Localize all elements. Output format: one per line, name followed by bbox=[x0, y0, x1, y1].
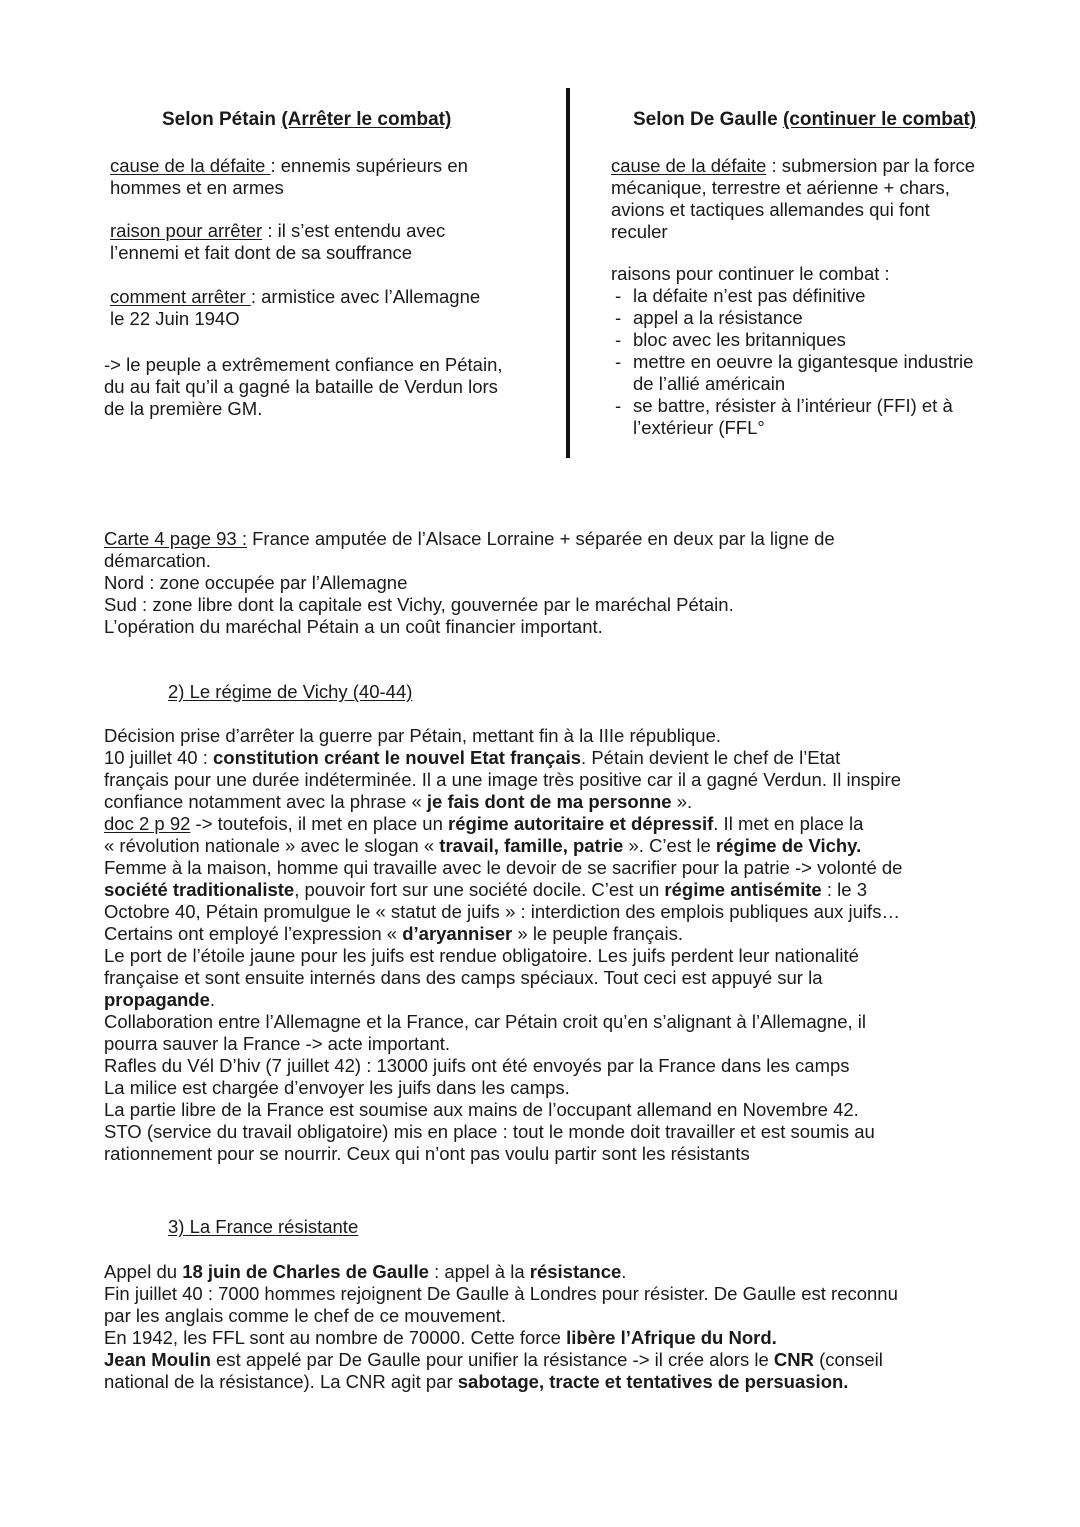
list-item-continuation: de l’allié américain bbox=[633, 373, 786, 394]
raisons-title: raisons pour continuer le combat : bbox=[611, 263, 890, 284]
left-raison-label: raison pour arrêter bbox=[110, 220, 263, 241]
section-2-heading: 2) Le régime de Vichy (40-44) bbox=[168, 681, 413, 702]
left-comment-label: comment arrêter bbox=[110, 286, 251, 307]
list-item: - appel a la résistance bbox=[611, 307, 973, 329]
left-raison-block: raison pour arrêter : il s’est entendu avec l’ennemi et fait dont de sa souffrance bbox=[110, 220, 446, 263]
list-item: - mettre en oeuvre la gigantesque industrie bbox=[611, 351, 973, 373]
carte-label: Carte 4 page 93 : bbox=[104, 528, 247, 549]
left-cause-block: cause de la défaite : ennemis supérieurs en hommes et en armes bbox=[110, 155, 468, 198]
section-2-body: Décision prise d’arrêter la guerre par Pétain, mettant fin à la IIIe république. 10 juillet 40 : constitution créant le nouvel Etat français. Pétain devient le chef de l’Etat français pour une durée indéterminée. Il a une image très positive car il a gagné Verdun. Il inspire confiance notamment avec la phrase « je fais dont de ma personne ». doc 2 p 92 -> toutefois, il met en place un régime autoritaire et dépressif. Il met en place la « révolution nationale » avec le slogan « travail, famille, patrie ». C’est le régime de Vichy. Femme à la maison, homme qui travaille avec le devoir de se sacrifier pour la patrie -> volonté de société traditionaliste, pouvoir fort sur une société docile. C’est un régime antisémite : le 3 Octobre 40, Pétain promulgue le « statut de juifs » : interdiction des emplois publiques aux juifs… Certains ont employé l’expression « d’aryanniser » le peuple français. Le port de l’étoile jaune pour les juifs est rendue obligatoire. Les juifs perdent leur nationalité française et sont ensuite internés dans des camps spéciaux. Tout ceci est appuyé sur la propagande. Collaboration entre l’Allemagne et la France, car Pétain croit qu’en s’alignant à l’Allemagne, il pourra sauver la France -> acte important. Rafles du Vél D’hiv (7 juillet 42) : 13000 juifs ont été envoyés par la France dans les camps La milice est chargée d’envoyer les juifs dans les camps. La partie libre de la France est soumise aux mains de l’occupant allemand en Novembre 42. STO (service du travail obligatoire) mis en place : tout le monde doit travailler et est soumis au rationnement pour se nourrir. Ceux qui n’ont pas voulu partir sont les résistants bbox=[104, 725, 903, 1164]
section-3-body: Appel du 18 juin de Charles de Gaulle : appel à la résistance. Fin juillet 40 : 7000 hommes rejoignent De Gaulle à Londres pour résister. De Gaulle est reconnu par les anglais comme le chef de ce mouvement. En 1942, les FFL sont au nombre de 70000. Cette force libère l’Afrique du Nord. Jean Moulin est appelé par De Gaulle pour unifier la résistance -> il crée alors le CNR (conseil national de la résistance). La CNR agit par sabotage, tracte et tentatives de persuasion. bbox=[104, 1261, 898, 1392]
list-item: - se battre, résister à l’intérieur (FFI) et à bbox=[611, 395, 973, 417]
list-item-continuation: l’extérieur (FFL° bbox=[633, 417, 765, 438]
list-item: - bloc avec les britanniques bbox=[611, 329, 973, 351]
doc-reference: doc 2 p 92 bbox=[104, 813, 191, 834]
left-cause-label: cause de la défaite bbox=[110, 155, 271, 176]
carte-paragraph: Carte 4 page 93 : France amputée de l’Alsace Lorraine + séparée en deux par la ligne de démarcation. Nord : zone occupée par l’Allemagne Sud : zone libre dont la capitale est Vichy, gouvernée par le maréchal Pétain. L’opération du maréchal Pétain a un coût financier important. bbox=[104, 528, 835, 637]
right-cause-block: cause de la défaite : submersion par la force mécanique, terrestre et aérienne + chars, avions et tactiques allemandes qui font reculer bbox=[611, 155, 976, 242]
left-comment-block: comment arrêter : armistice avec l’Allemagne le 22 Juin 194O bbox=[110, 286, 481, 329]
right-raisons-block bbox=[611, 263, 973, 439]
list-item: - la défaite n’est pas définitive bbox=[611, 285, 973, 307]
left-column-heading: Selon Pétain (Arrêter le combat) bbox=[162, 109, 452, 130]
section-3-heading: 3) La France résistante bbox=[168, 1216, 359, 1237]
right-cause-label: cause de la défaite bbox=[611, 155, 767, 176]
right-column-heading: Selon De Gaulle (continuer le combat) bbox=[633, 109, 977, 130]
column-divider bbox=[566, 88, 570, 458]
left-conclusion: -> le peuple a extrêmement confiance en Pétain, du au fait qu’il a gagné la bataille de Verdun lors de la première GM. bbox=[104, 354, 503, 419]
